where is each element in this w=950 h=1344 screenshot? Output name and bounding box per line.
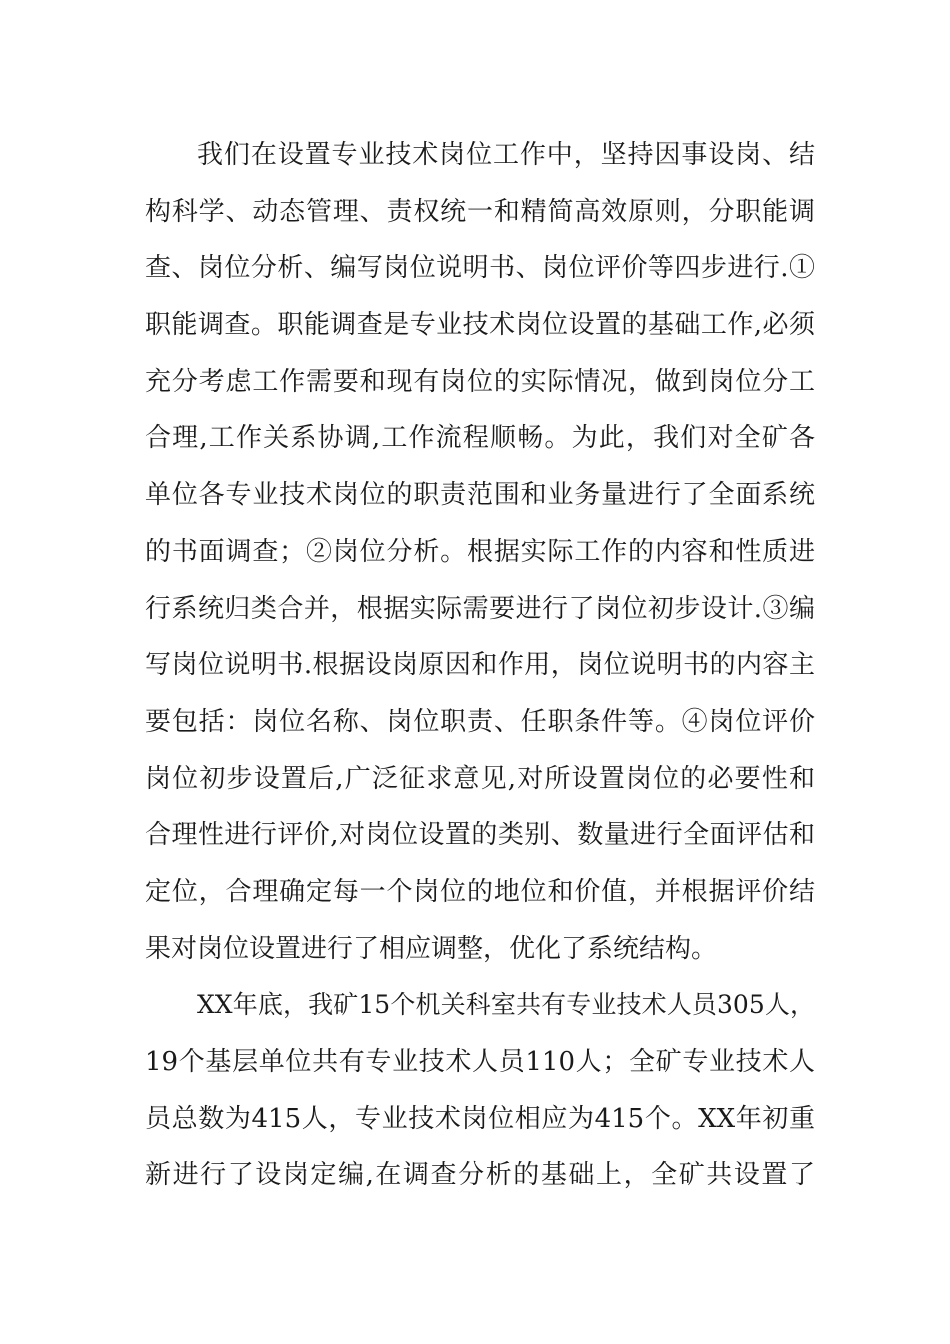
paragraph-staff-statistics	[145, 977, 815, 1204]
text-line: 定位，合理确定每一个岗位的地位和价值，并根据评价结	[145, 876, 815, 907]
text-line: 查、岗位分析、编写岗位说明书、岗位评价等四步进行.①	[145, 253, 815, 284]
text-line: 员总数为415人，专业技术岗位相应为415个。XX年初重	[145, 1103, 815, 1134]
paragraph-job-setup-process	[145, 127, 815, 977]
text-line: 19个基层单位共有专业技术人员110人；全矿专业技术人	[145, 1047, 815, 1077]
text-line: 合理,工作关系协调,工作流程顺畅。为此，我们对全矿各	[145, 423, 815, 454]
document-body	[145, 127, 815, 1204]
text-line: 的书面调查；②岗位分析。根据实际工作的内容和性质进	[145, 536, 815, 567]
text-line: 写岗位说明书.根据设岗原因和作用，岗位说明书的内容主	[145, 650, 815, 681]
text-line: 果对岗位设置进行了相应调整，优化了系统结构。	[145, 933, 718, 964]
text-line: 构科学、动态管理、责权统一和精简高效原则，分职能调	[145, 196, 815, 227]
text-line: 要包括：岗位名称、岗位职责、任职条件等。④岗位评价	[145, 706, 815, 737]
text-line: 职能调查。职能调查是专业技术岗位设置的基础工作,必须	[145, 310, 815, 341]
text-line: 单位各专业技术岗位的职责范围和业务量进行了全面系统	[145, 480, 815, 511]
text-line: 合理性进行评价,对岗位设置的类别、数量进行全面评估和	[145, 820, 815, 851]
text-line: 岗位初步设置后,广泛征求意见,对所设置岗位的必要性和	[145, 763, 815, 794]
text-line: 充分考虑工作需要和现有岗位的实际情况，做到岗位分工	[145, 366, 815, 397]
text-line: 我们在设置专业技术岗位工作中，坚持因事设岗、结	[197, 140, 815, 170]
text-line: 行系统归类合并，根据实际需要进行了岗位初步设计.③编	[145, 593, 815, 624]
text-line: 新进行了设岗定编,在调查分析的基础上，全矿共设置了	[145, 1160, 815, 1191]
text-line: XX年底，我矿15个机关科室共有专业技术人员305人，	[197, 990, 815, 1020]
